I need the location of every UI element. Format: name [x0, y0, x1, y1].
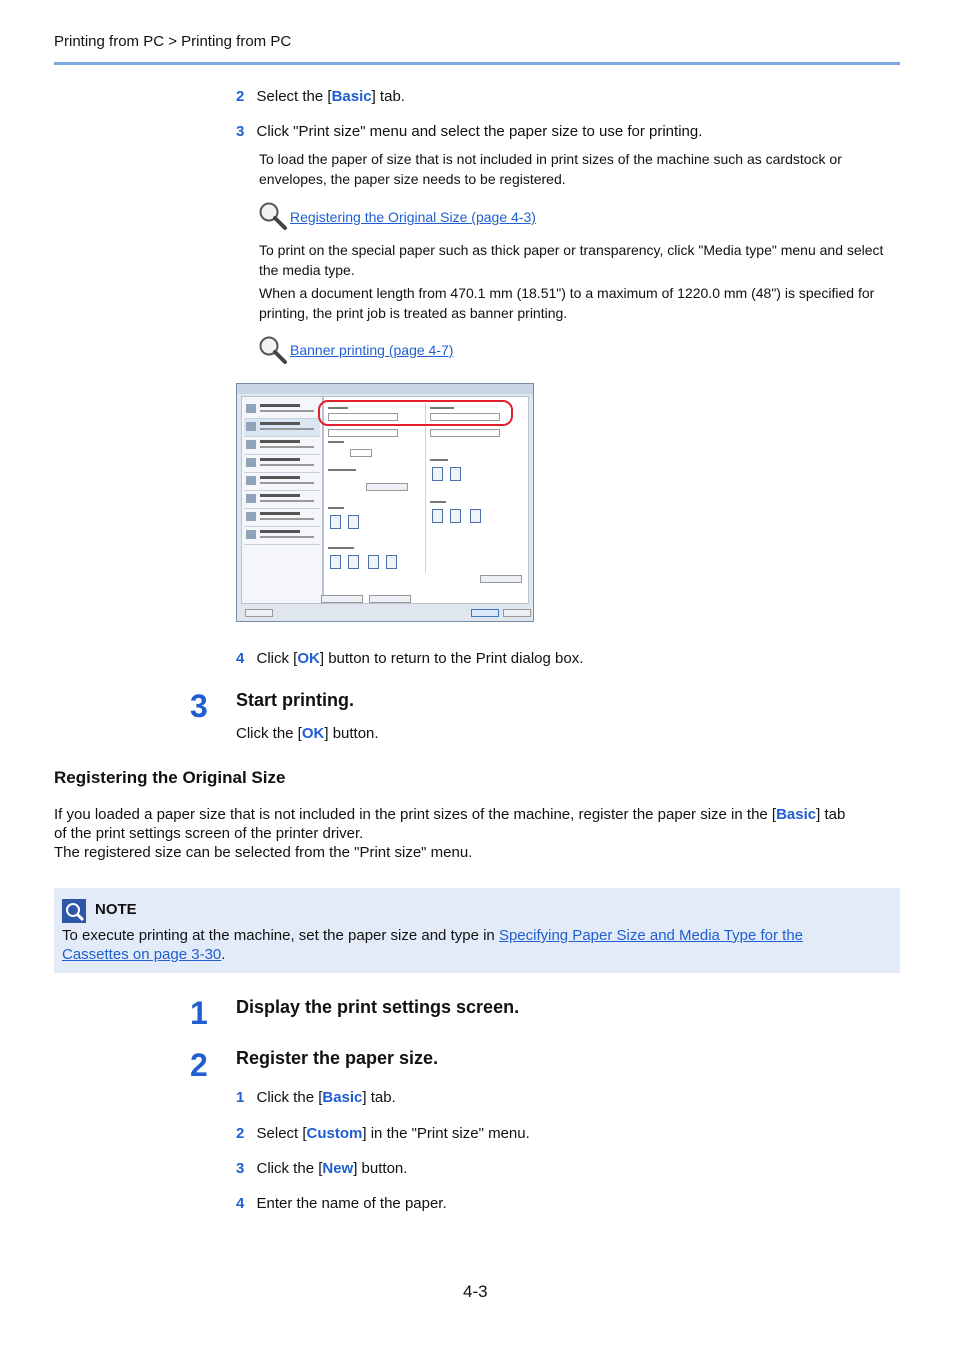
- keyword-basic: Basic: [776, 806, 817, 823]
- step-number: 1: [236, 1089, 245, 1106]
- breadcrumb: Printing from PC > Printing from PC: [54, 33, 292, 50]
- keyword-basic: Basic: [322, 1089, 363, 1106]
- main-step-title: Display the print settings screen.: [236, 997, 520, 1017]
- main-step-number: 1: [190, 995, 208, 1031]
- main-step-number: 3: [190, 688, 208, 724]
- paragraph-banner: When a document length from 470.1 mm (18.51") to a maximum of 1220.0 mm (48") is specified for printing, the print job is treated as banner printing.: [259, 285, 875, 321]
- reference-link-row: [258, 335, 288, 370]
- dialog-main-panel: [323, 396, 529, 604]
- step-number: 2: [236, 88, 245, 105]
- step-text: ] button to return to the Print dialog box.: [319, 650, 584, 667]
- step-4-click-ok: [236, 649, 583, 668]
- step-text: Select the [: [256, 88, 332, 105]
- magnifier-icon: [258, 201, 288, 231]
- main-step-title: Start printing.: [236, 690, 354, 710]
- substep-click-new: [236, 1159, 407, 1178]
- body-text: The registered size can be selected from the "Print size" menu.: [54, 844, 473, 861]
- body-text: ] tab: [816, 806, 846, 823]
- paragraph-register-size: To load the paper of size that is not included in print sizes of the machine such as cardstock or envelopes, the paper size needs to be registered.: [259, 151, 842, 187]
- link-cassettes-page[interactable]: Cassettes on page 3-30: [62, 946, 222, 963]
- step-number: 3: [236, 1160, 245, 1177]
- substep-click-basic: [236, 1088, 396, 1107]
- step-number: 3: [236, 123, 245, 140]
- step-text: ] button.: [324, 725, 379, 742]
- print-size-highlight: [318, 400, 513, 426]
- dialog-sidebar: [241, 396, 323, 604]
- step-number: 4: [236, 1195, 245, 1212]
- step-text: ] tab.: [362, 1089, 396, 1106]
- step-text: ] tab.: [371, 88, 405, 105]
- link-registering-original-size[interactable]: Registering the Original Size (page 4-3): [290, 209, 536, 225]
- substep-enter-name: [236, 1194, 447, 1213]
- step-text: Click the [: [256, 1160, 323, 1177]
- main-step-text: [236, 724, 379, 743]
- note-body: [62, 926, 892, 964]
- step-text: Click the [: [236, 725, 302, 742]
- main-step-number: 2: [190, 1047, 208, 1083]
- step-text: ] button.: [353, 1160, 408, 1177]
- step-text: Enter the name of the paper.: [256, 1195, 447, 1212]
- step-number: 4: [236, 650, 245, 667]
- paragraph-media-type: To print on the special paper such as thick paper or transparency, click "Media type" menu and select the media type.: [259, 242, 884, 278]
- dialog-titlebar: [237, 384, 533, 394]
- keyword-custom: Custom: [306, 1125, 363, 1142]
- header-rule: [54, 62, 900, 65]
- note-title: NOTE: [95, 901, 137, 918]
- step-text: ] in the "Print size" menu.: [362, 1125, 530, 1142]
- body-text: If you loaded a paper size that is not included in the print sizes of the machine, register the paper size in the [: [54, 806, 777, 823]
- note-text: .: [221, 946, 226, 963]
- keyword-ok: OK: [301, 725, 325, 742]
- section-title: Registering the Original Size: [54, 768, 286, 787]
- link-banner-printing[interactable]: Banner printing (page 4-7): [290, 342, 454, 358]
- main-step-title: Register the paper size.: [236, 1048, 439, 1068]
- page-number: 4-3: [463, 1282, 488, 1301]
- step-number: 2: [236, 1125, 245, 1142]
- step-text: Click "Print size" menu and select the paper size to use for printing.: [256, 123, 703, 140]
- link-specifying-paper-size[interactable]: Specifying Paper Size and Media Type for the: [498, 927, 804, 944]
- step-3-print-size: [236, 122, 702, 141]
- step-text: Select [: [256, 1125, 307, 1142]
- keyword-basic: Basic: [331, 88, 372, 105]
- note-text: To execute printing at the machine, set the paper size and type in: [62, 927, 499, 944]
- step-2-select-basic: [236, 87, 405, 106]
- keyword-new: New: [322, 1160, 354, 1177]
- step-text: Click the [: [256, 1089, 323, 1106]
- substep-select-custom: [236, 1124, 530, 1143]
- step-text: Click [: [256, 650, 298, 667]
- reference-link-row: [258, 201, 288, 236]
- magnifier-icon: [258, 335, 288, 365]
- note-icon: [62, 899, 86, 923]
- keyword-ok: OK: [297, 650, 320, 667]
- body-text: of the print settings screen of the printer driver.: [54, 825, 364, 842]
- section-body: [54, 805, 904, 862]
